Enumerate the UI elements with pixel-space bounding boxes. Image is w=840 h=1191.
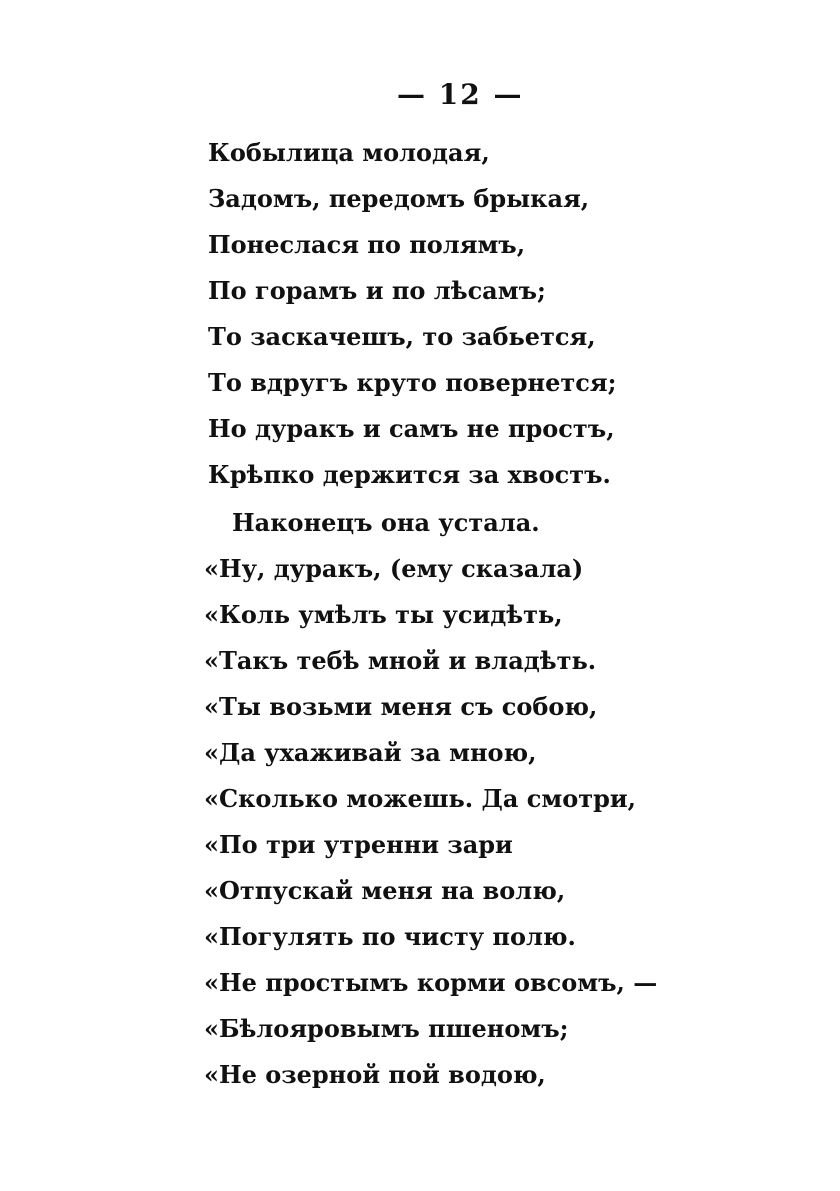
verse-line: Крѣпко держится за хвостъ. — [208, 460, 611, 489]
page-number: — 12 — — [397, 78, 524, 111]
verse-line: «Коль умѣлъ ты усидѣть, — [204, 600, 563, 629]
verse-line: «Не озерной пой водою, — [204, 1060, 546, 1089]
verse-line: То вдругъ круто повернется; — [208, 368, 617, 397]
verse-line: «Да ухаживай за мною, — [204, 738, 537, 767]
verse-line: Задомъ, передомъ брыкая, — [208, 184, 590, 213]
verse-line: Кобылица молодая, — [208, 138, 490, 167]
verse-line: «Погулять по чисту полю. — [204, 922, 576, 951]
verse-line: «По три утренни зари — [204, 830, 513, 859]
verse-line: По горамъ и по лѣсамъ; — [208, 276, 546, 305]
stanza — [0, 500, 657, 1098]
verse-line: Но дуракъ и самъ не простъ, — [208, 414, 615, 443]
verse-line: «Сколько можешь. Да смотри, — [204, 784, 637, 813]
verse-line: «Не простымъ корми овсомъ, — — [204, 968, 658, 997]
verse-line: «Ну, дуракъ, (ему сказала) — [204, 554, 584, 583]
stanza — [0, 130, 616, 498]
verse-line: Наконецъ она устала. — [232, 508, 540, 537]
verse-line: Понеслася по полямъ, — [208, 230, 526, 259]
verse-line: «Ты возьми меня съ собою, — [204, 692, 598, 721]
verse-line: То заскачешъ, то забьется, — [208, 322, 596, 351]
verse-line: «Отпускай меня на волю, — [204, 876, 566, 905]
verse-line: «Такъ тебѣ мной и владѣть. — [204, 646, 597, 675]
verse-line: «Бѣлояровымъ пшеномъ; — [204, 1014, 569, 1043]
